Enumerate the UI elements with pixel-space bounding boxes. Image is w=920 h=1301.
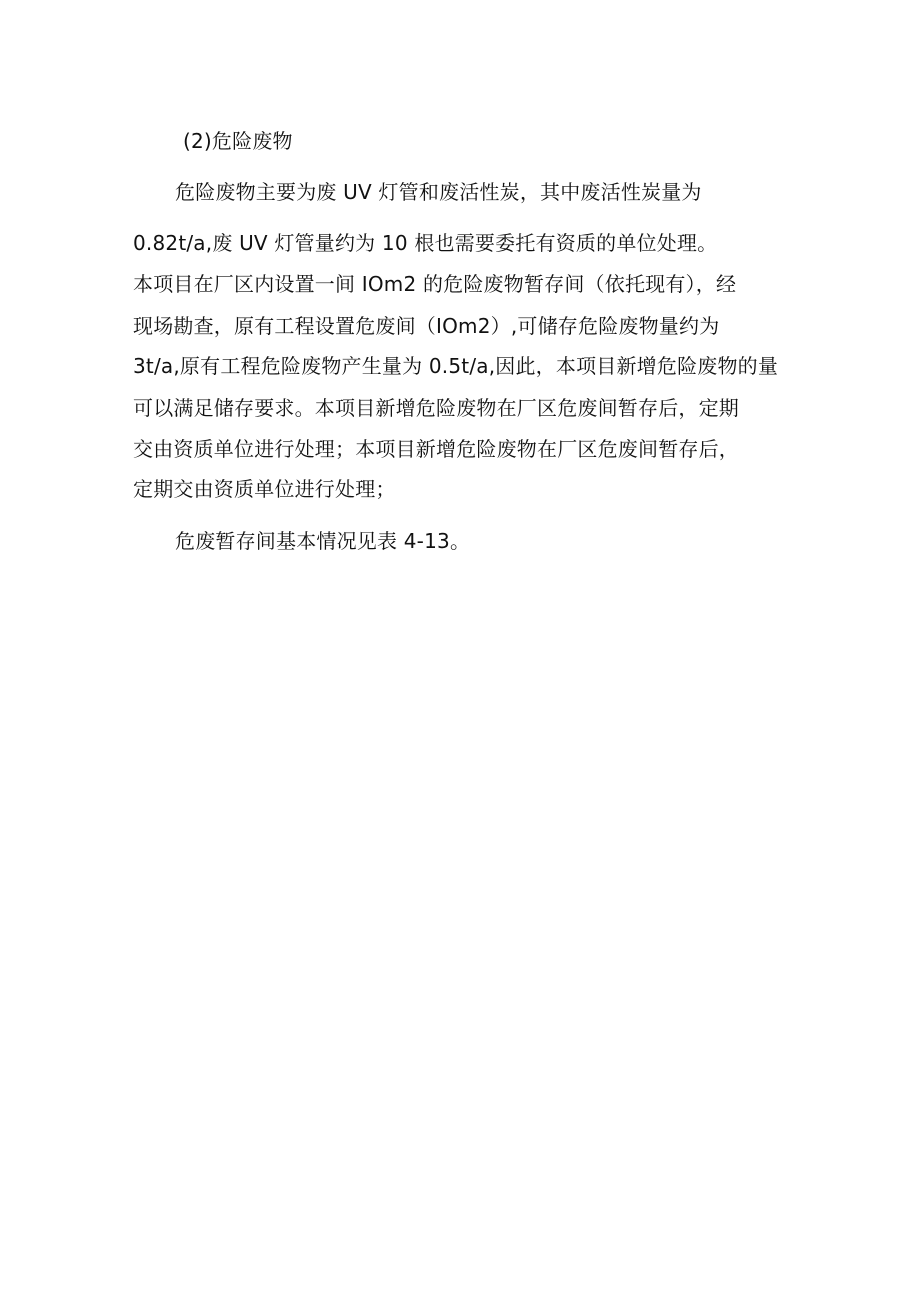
section-heading: (2)危险废物 xyxy=(183,129,293,153)
paragraph-2-line-6: 定期交由资质单位进行处理； xyxy=(133,477,396,501)
paragraph-2-line-5: 交由资质单位进行处理；本项目新增危险废物在厂区危废间暂存后， xyxy=(133,437,739,461)
paragraph-1-line-2: 0.82t/a,废 UV 灯管量约为 10 根也需要委托有资质的单位处理。 xyxy=(133,231,718,255)
paragraph-2-line-3: 3t/a,原有工程危险废物产生量为 0.5t/a,因此，本项目新增危险废物的量 xyxy=(133,354,779,378)
paragraph-2-line-4: 可以满足储存要求。本项目新增危险废物在厂区危废间暂存后，定期 xyxy=(133,396,739,420)
paragraph-1-line-1: 危险废物主要为废 UV 灯管和废活性炭，其中废活性炭量为 xyxy=(175,180,702,204)
paragraph-2-line-1: 本项目在厂区内设置一间 IOm2 的危险废物暂存间（依托现有），经 xyxy=(133,272,737,296)
paragraph-2-line-2: 现场勘查，原有工程设置危废间（IOm2）,可储存危险废物量约为 xyxy=(133,314,720,338)
paragraph-3-line-1: 危废暂存间基本情况见表 4-13。 xyxy=(175,529,471,553)
